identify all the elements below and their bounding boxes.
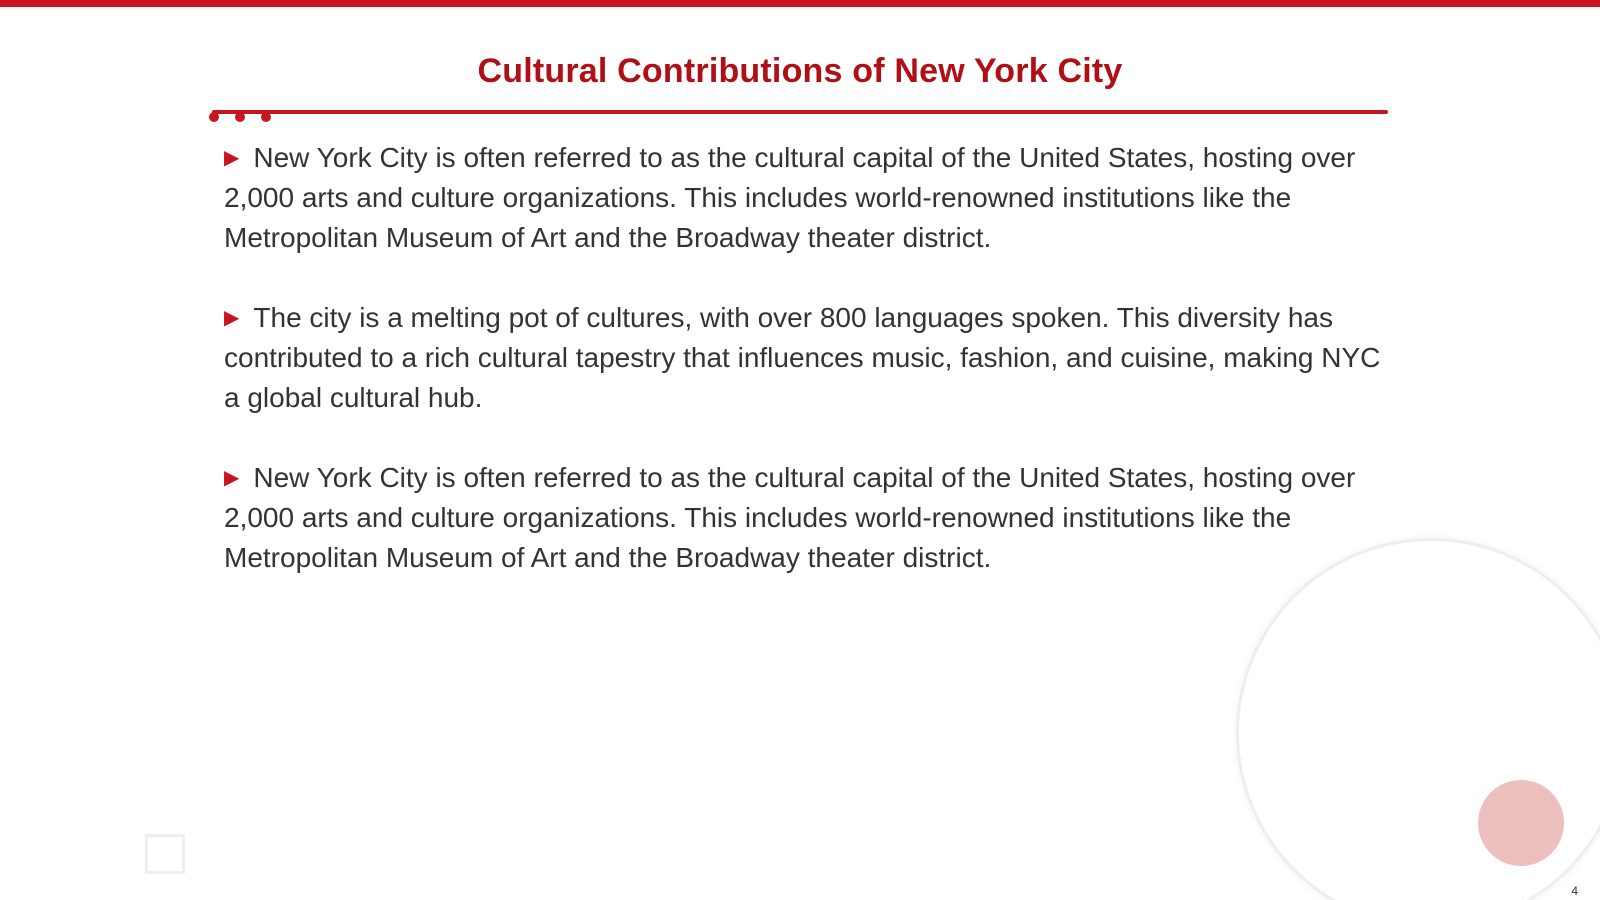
- bullet-text: New York City is often referred to as the cultural capital of the United States, hosting over 2,000 arts and culture organizations. This includes world-renowned institutions like the Metropolitan Museum of Art and the Broadway theater district.: [224, 142, 1356, 253]
- top-accent-bar: [0, 0, 1600, 7]
- decorative-dot-3: [261, 112, 271, 122]
- bullet-item: [224, 138, 1384, 258]
- bullet-list: [224, 138, 1384, 618]
- title-underline: [212, 110, 1388, 114]
- bullet-text: New York City is often referred to as the cultural capital of the United States, hosting over 2,000 arts and culture organizations. This includes world-renowned institutions like the Metropolitan Museum of Art and the Broadway theater district.: [224, 462, 1356, 573]
- triangle-bullet-icon: ▶: [224, 467, 240, 489]
- bullet-item: [224, 458, 1384, 578]
- page-number: 4: [1571, 884, 1578, 898]
- decorative-pink-circle: [1478, 780, 1564, 866]
- decorative-dot-2: [235, 112, 245, 122]
- triangle-bullet-icon: ▶: [224, 147, 240, 169]
- decorative-dot-1: [209, 112, 219, 122]
- bullet-text: The city is a melting pot of cultures, with over 800 languages spoken. This diversity has contributed to a rich cultural tapestry that influences music, fashion, and cuisine, making NYC a global cultural hub.: [224, 302, 1381, 413]
- triangle-bullet-icon: ▶: [224, 307, 240, 329]
- decorative-square-outline: [145, 834, 185, 874]
- bullet-item: [224, 298, 1384, 418]
- slide-title: Cultural Contributions of New York City: [477, 52, 1123, 90]
